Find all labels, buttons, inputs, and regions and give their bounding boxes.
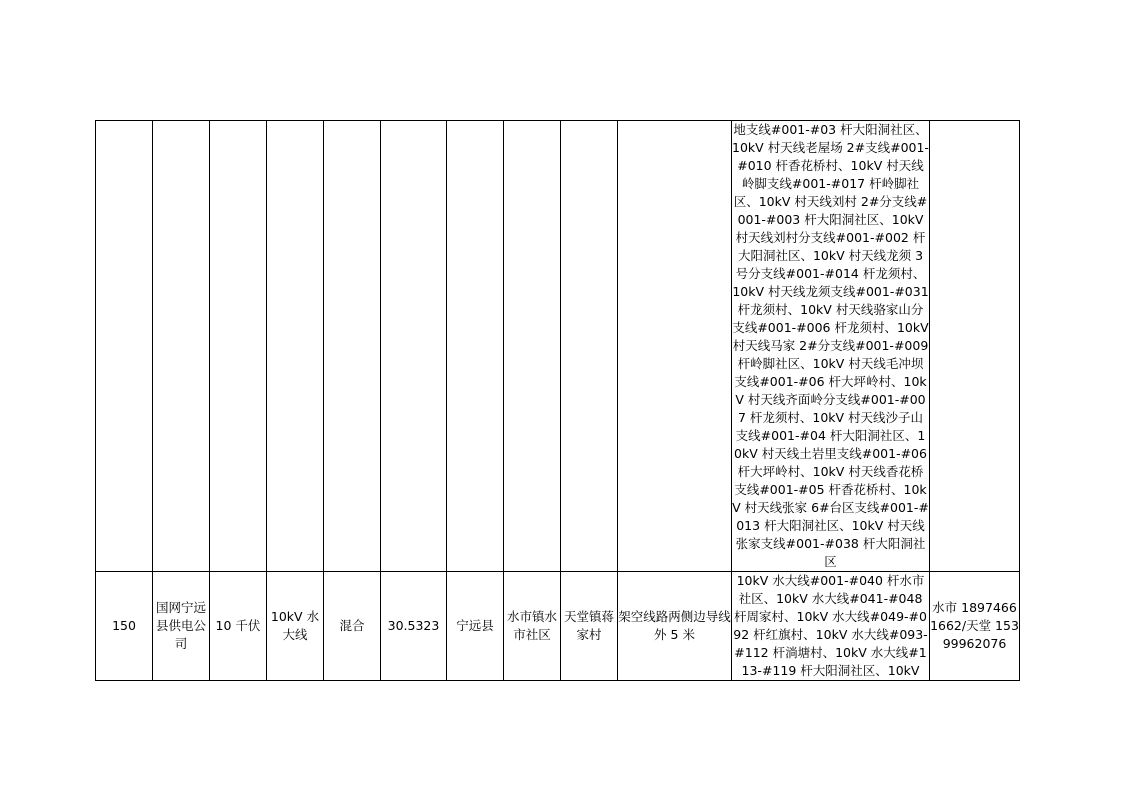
cell-start-town: 水市镇水市社区 <box>504 572 561 681</box>
cell-line-name: 10kV 水大线 <box>267 572 324 681</box>
cell-line-type <box>324 121 381 572</box>
cell-start-town <box>504 121 561 572</box>
cell-county: 宁远县 <box>447 572 504 681</box>
cell-end-town: 天堂镇蒋家村 <box>561 572 618 681</box>
cell-no <box>96 121 153 572</box>
cell-end-town <box>561 121 618 572</box>
cell-protection-range: 架空线路两侧边导线外 5 米 <box>618 572 732 681</box>
cell-voltage: 10 千伏 <box>210 572 267 681</box>
cell-contact: 水市 18974661662/天堂 15399962076 <box>930 572 1020 681</box>
cell-protection-range <box>618 121 732 572</box>
table-row <box>96 572 1020 681</box>
cell-covered-areas: 地支线#001-#03 杆大阳洞社区、10kV 村天线老屋场 2#支线#001-#010 杆香花桥村、10kV 村天线岭脚支线#001-#017 杆岭脚社区、10kV 村天线刘村 2#分支线#001-#003 杆大阳洞社区、10kV 村天线刘村分支线#001-#002 杆大阳洞社区、10kV 村天线龙须 3 号分支线#001-#014 杆龙须村、10kV 村天线龙须支线#001-#031 杆龙须村、10kV 村天线骆家山分支线#001-#006 杆龙须村、10kV 村天线马家 2#分支线#001-#009 杆岭脚社区、10kV 村天线毛冲坝支线#001-#06 杆大坪岭村、10kV 村天线齐面岭分支线#001-#007 杆龙须村、10kV 村天线沙子山支线#001-#04 杆大阳洞社区、10kV 村天线土岩里支线#001-#06 杆大坪岭村、10kV 村天线香花桥支线#001-#05 杆香花桥村、10kV 村天线张家 6#台区支线#001-#013 杆大阳洞社区、10kV 村天线张家支线#001-#038 杆大阳洞社区 <box>732 121 930 572</box>
data-table <box>95 120 1020 681</box>
cell-covered-areas: 10kV 水大线#001-#040 杆水市社区、10kV 水大线#041-#048 杆周家村、10kV 水大线#049-#092 杆红旗村、10kV 水大线#093-#112 杆淌塘村、10kV 水大线#113-#119 杆大阳洞社区、10kV <box>732 572 930 681</box>
cell-company: 国网宁远县供电公司 <box>153 572 210 681</box>
cell-contact <box>930 121 1020 572</box>
cell-county <box>447 121 504 572</box>
cell-length: 30.5323 <box>381 572 447 681</box>
cell-line-name <box>267 121 324 572</box>
cell-voltage <box>210 121 267 572</box>
cell-length <box>381 121 447 572</box>
table-row <box>96 121 1020 572</box>
cell-no: 150 <box>96 572 153 681</box>
cell-line-type: 混合 <box>324 572 381 681</box>
cell-company <box>153 121 210 572</box>
